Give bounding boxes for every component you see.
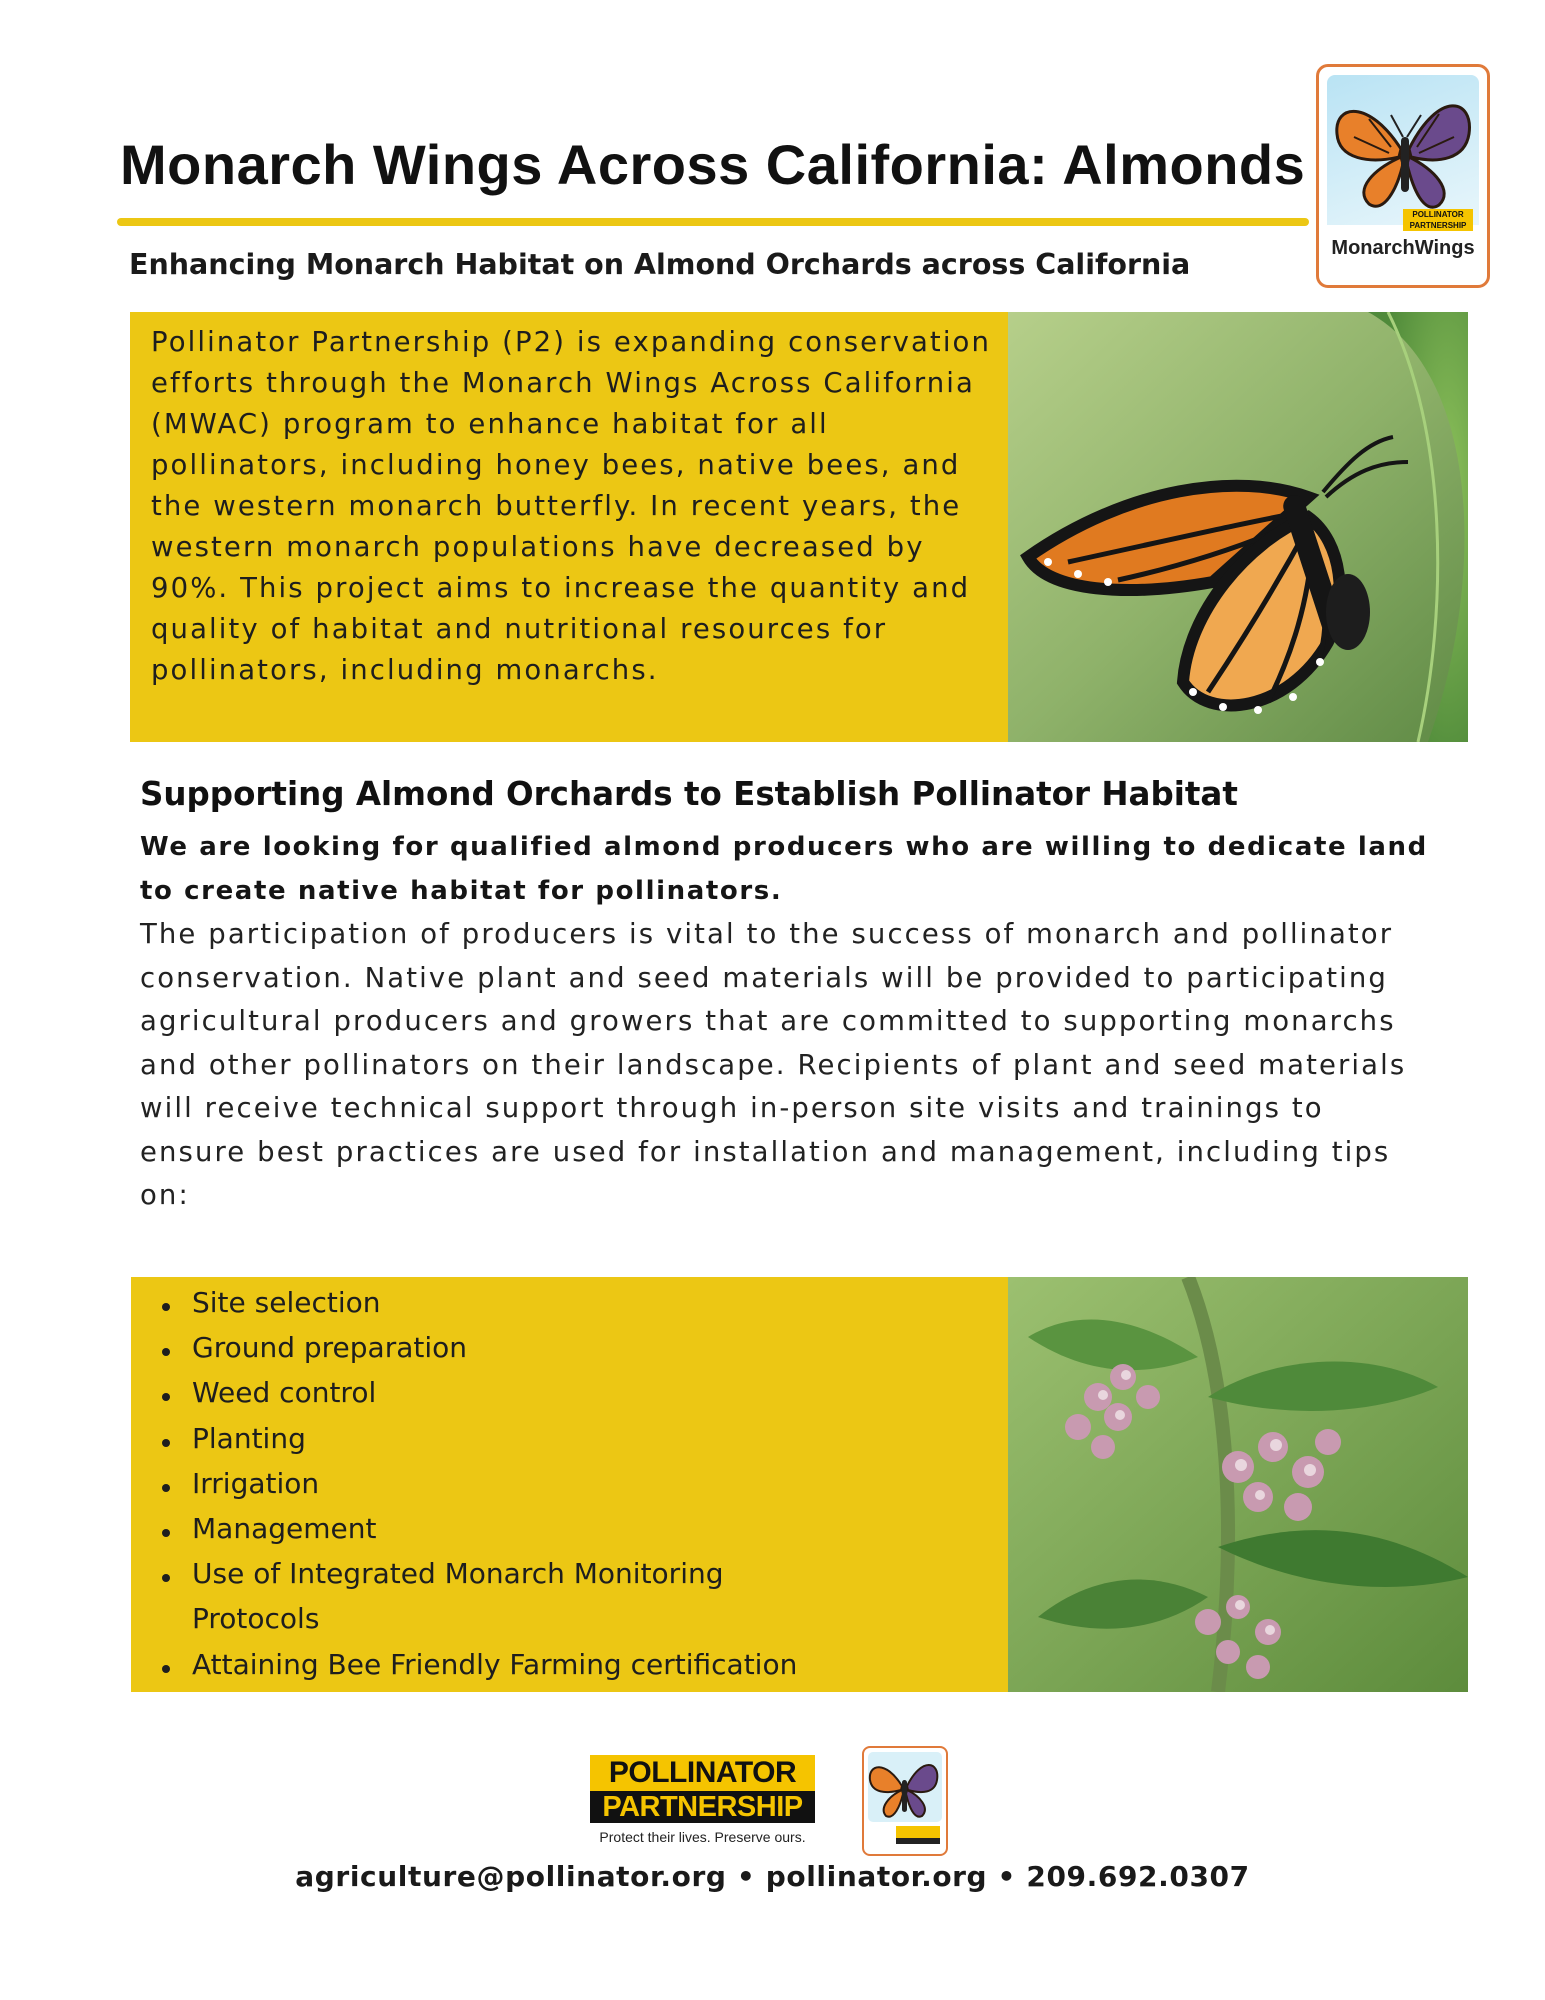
- section-body-text: The participation of producers is vital to the success of monarch and pollinator conservation. Native plant and seed materials will be provided to participating agricultural producers and growers that are committed to supporting monarchs and other pollinators on their landscape. Recipients of plant and seed materials will receive technical support through in-person site visits and trainings to ensure best practices are used for installation and management, including tips on:: [140, 918, 1407, 1211]
- logo-wordmark: MonarchWings: [1331, 237, 1475, 259]
- intro-text: Pollinator Partnership (P2) is expanding conservation efforts through the Monarch Wings Across California (MWAC) program to enhance habitat for all pollinators, including honey bees, native bees, and the western monarch butterfly. In recent years, the western monarch populations have decreased by 90%. This project aims to increase the quantity and quality of habitat and nutritional resources for pollinators, including monarchs.: [151, 326, 992, 686]
- logo-tag: POLLINATOR PARTNERSHIP: [1403, 209, 1473, 231]
- list-item: Management: [152, 1506, 992, 1551]
- section-heading: Supporting Almond Orchards to Establish Pollinator Habitat: [140, 775, 1238, 813]
- list-item: Weed control: [152, 1370, 992, 1415]
- milkweed-photo: [1008, 1277, 1468, 1692]
- page-title: Monarch Wings Across California: Almonds: [120, 133, 1306, 196]
- butterfly-icon: [1329, 79, 1479, 219]
- section-lead-text: We are looking for qualified almond producers who are willing to dedicate land to create native habitat for pollinators.: [140, 832, 1428, 906]
- title-underline: [117, 218, 1309, 226]
- list-item: Planting: [152, 1416, 992, 1461]
- list-item: Site selection: [152, 1280, 992, 1325]
- pollinator-partnership-logo: [590, 1755, 815, 1855]
- tips-list: [152, 1280, 992, 1687]
- p2-logo-line1: POLLINATOR: [590, 1755, 815, 1791]
- p2-tagline: Protect their lives. Preserve ours.: [599, 1829, 806, 1845]
- contact-line: agriculture@pollinator.org • pollinator.org • 209.692.0307: [295, 1860, 1250, 1893]
- list-item: Use of Integrated Monarch Monitoring Protocols: [152, 1551, 832, 1641]
- monarchwings-logo-small: [862, 1746, 948, 1856]
- list-item: Ground preparation: [152, 1325, 992, 1370]
- p2-logo-box: [590, 1755, 815, 1823]
- list-item: Irrigation: [152, 1461, 992, 1506]
- monarch-butterfly-photo: [1008, 312, 1468, 742]
- list-item: Attaining Bee Friendly Farming certification: [152, 1642, 992, 1687]
- page-subtitle: Enhancing Monarch Habitat on Almond Orchards across California: [129, 248, 1191, 281]
- butterfly-icon: [864, 1748, 946, 1854]
- milkweed-illustration: [1008, 1277, 1468, 1692]
- p2-logo-line2: PARTNERSHIP: [602, 1791, 803, 1823]
- monarch-illustration: [1008, 312, 1468, 742]
- monarchwings-logo: [1316, 64, 1490, 288]
